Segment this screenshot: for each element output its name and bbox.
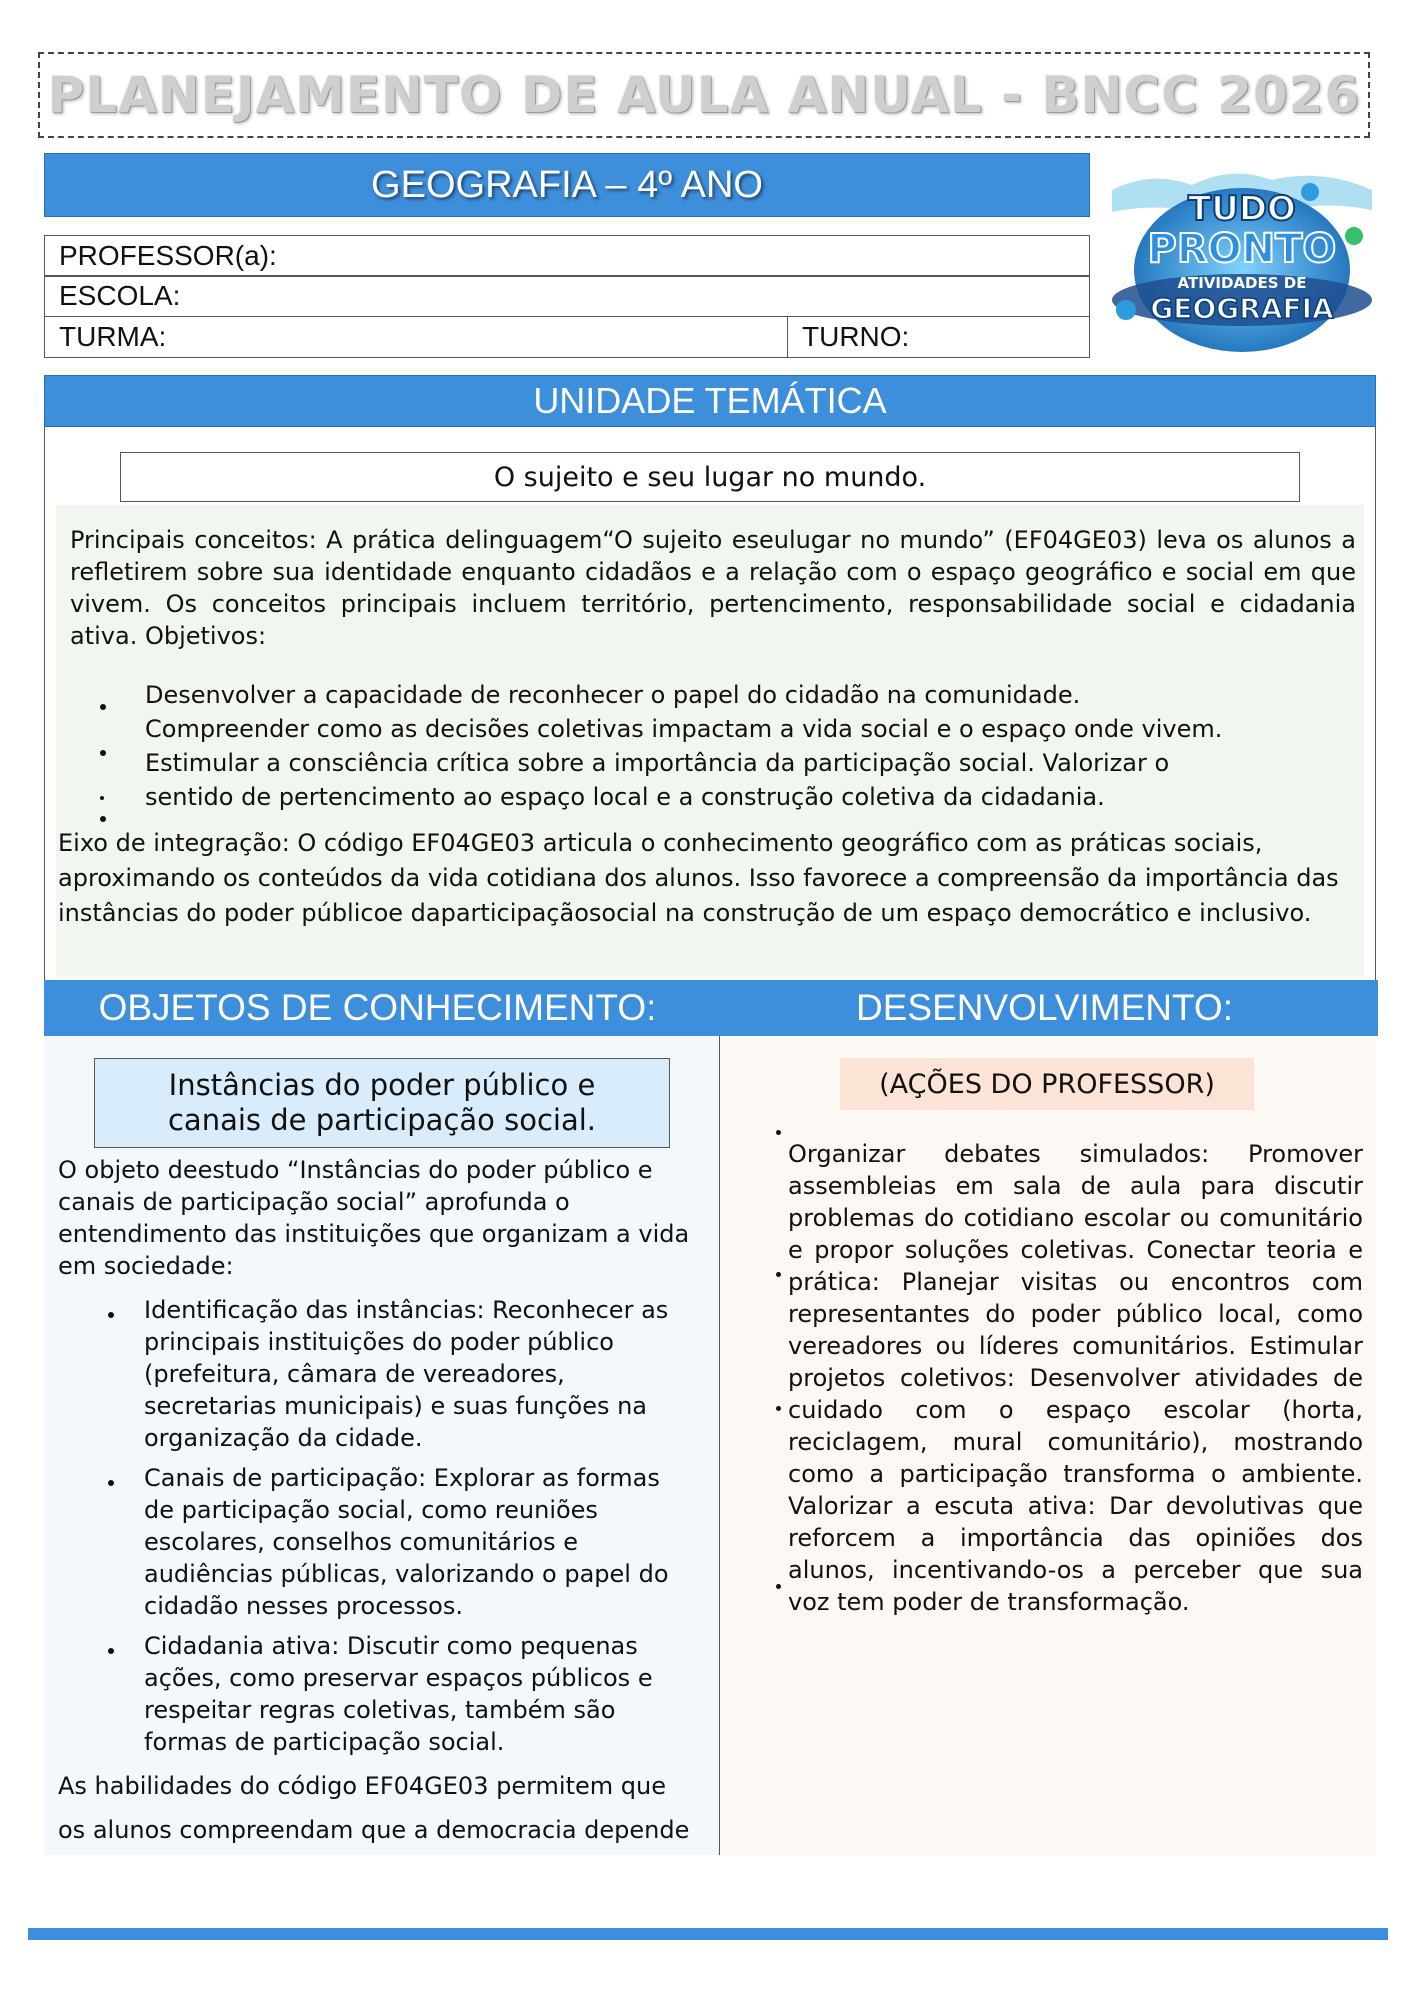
knowledge-item-text: Cidadania ativa: Discutir como pequenas ações, como preservar espaços públicos e respeitar regras coletivas, também são formas de participação social. [144, 1632, 653, 1756]
turma-turno-row [44, 316, 1090, 358]
unit-banner [44, 375, 1376, 427]
objective-item: Estimular a consciência crítica sobre a importância da participação social. Valorizar o [145, 749, 1170, 777]
subject-title: GEOGRAFIA – 4º ANO [371, 163, 763, 206]
turma-field[interactable]: TURMA: [59, 320, 167, 352]
escola-field[interactable]: ESCOLA: [59, 280, 181, 311]
list-item [100, 1630, 690, 1758]
logo-line-1: TUDO [1188, 189, 1296, 229]
objective-item: Compreender como as decisões coletivas impactam a vida social e o espaço onde vivem. [145, 715, 1223, 743]
section-banner [44, 980, 1378, 1036]
turno-field[interactable]: TURNO: [787, 317, 1089, 357]
teacher-actions-label: (AÇÕES DO PROFESSOR) [840, 1058, 1254, 1110]
development-text: Organizar debates simulados: Promover assembleias em sala de aula para discutir problemas do cotidiano escolar ou comunitário e propor soluções coletivas. Conectar teoria e prática: Planejar visitas ou encontros com representantes do poder público local, como vereadores ou líderes comunitários. Estimular projetos coletivos: Desenvolver atividades de cuidado com o espaço escolar (horta, reciclagem, mural comunitário), mostrando como a participação transforma o ambiente. Valorizar a escuta ativa: Dar devolutivas que reforcem a importância das opiniões dos alunos, incentivando-os a perceber que sua voz tem poder de transformação. [788, 1140, 1363, 1616]
knowledge-topic-line-1: Instâncias do poder público e [168, 1068, 596, 1102]
knowledge-intro: O objeto deestudo “Instâncias do poder público e canais de participação social” aprofunda o entendimento das instituições que organizam a vida em sociedade: [58, 1156, 690, 1280]
professor-row [44, 235, 1090, 277]
unit-topic: O sujeito e seu lugar no mundo. [120, 452, 1300, 502]
development-title: DESENVOLVIMENTO: [856, 987, 1233, 1028]
bullet-dot [108, 1312, 114, 1318]
knowledge-topic-box [94, 1058, 670, 1148]
concepts-paragraph: Principais conceitos: A prática delinguagem“O sujeito eseulugar no mundo” (EF04GE03) leva os alunos a refletirem sobre sua identidade enquanto cidadãos e a relação com o espaço geográfico e social em que vivem. Os conceitos principais incluem território, pertencimento, responsabilidade social e cidadania ativa. Objetivos: [70, 526, 1356, 650]
bullet-dot [108, 1480, 114, 1486]
logo-line-3: ATIVIDADES DE [1177, 274, 1307, 292]
knowledge-title: OBJETOS DE CONHECIMENTO: [98, 987, 657, 1028]
globe-logo-icon [1092, 150, 1392, 360]
integration-axis: Eixo de integração: O código EF04GE03 articula o conhecimento geográfico com as práticas sociais, aproximando os conteúdos da vida cotidiana dos alunos. Isso favorece a compreensão da importância das instâncias do poder públicoe daparticipaçãosocial na construção de um espaço democrático e inclusivo. [58, 829, 1339, 927]
knowledge-item-text: Identificação das instâncias: Reconhecer as principais instituições do poder público (prefeitura, câmara de vereadores, secretarias municipais) e suas funções na organização da cidade. [144, 1296, 669, 1452]
knowledge-item-text: Canais de participação: Explorar as formas de participação social, como reuniões escolares, conselhos comunitários e audiências públicas, valorizando o papel do cidadão nesses processos. [144, 1464, 669, 1620]
objective-item: Desenvolver a capacidade de reconhecer o papel do cidadão na comunidade. [145, 681, 1081, 709]
list-item [100, 1462, 690, 1622]
subject-banner [44, 153, 1090, 217]
knowledge-outro-line-1: As habilidades do código EF04GE03 permitem que [58, 1772, 666, 1800]
logo-line-2: PRONTO [1147, 226, 1337, 272]
unit-title: UNIDADE TEMÁTICA [533, 380, 887, 421]
bullet-dot [108, 1648, 114, 1654]
escola-row [44, 275, 1090, 317]
objectives-list [95, 678, 1275, 814]
knowledge-list [100, 1294, 690, 1766]
list-item [100, 1294, 690, 1454]
knowledge-outro [58, 1764, 718, 1852]
knowledge-outro-line-2: os alunos compreendam que a democracia depende [58, 1816, 690, 1844]
bullet-dot [776, 1406, 781, 1411]
bullet-dot [776, 1584, 781, 1589]
logo-line-4: GEOGRAFIA [1150, 292, 1334, 325]
document-title: PLANEJAMENTO DE AULA ANUAL - BNCC 2026 [47, 66, 1361, 124]
document-header [38, 52, 1370, 138]
objective-item: sentido de pertencimento ao espaço local e a construção coletiva da cidadania. [145, 783, 1105, 811]
bullet-dot [776, 1272, 781, 1277]
tudo-pronto-logo [1092, 150, 1392, 360]
bullet-dot [100, 816, 106, 822]
info-table [44, 236, 1090, 358]
bullet-dot [776, 1130, 781, 1135]
knowledge-topic-line-2: canais de participação social. [167, 1103, 596, 1137]
footer-bar [28, 1928, 1388, 1940]
professor-field[interactable]: PROFESSOR(a): [59, 239, 277, 271]
